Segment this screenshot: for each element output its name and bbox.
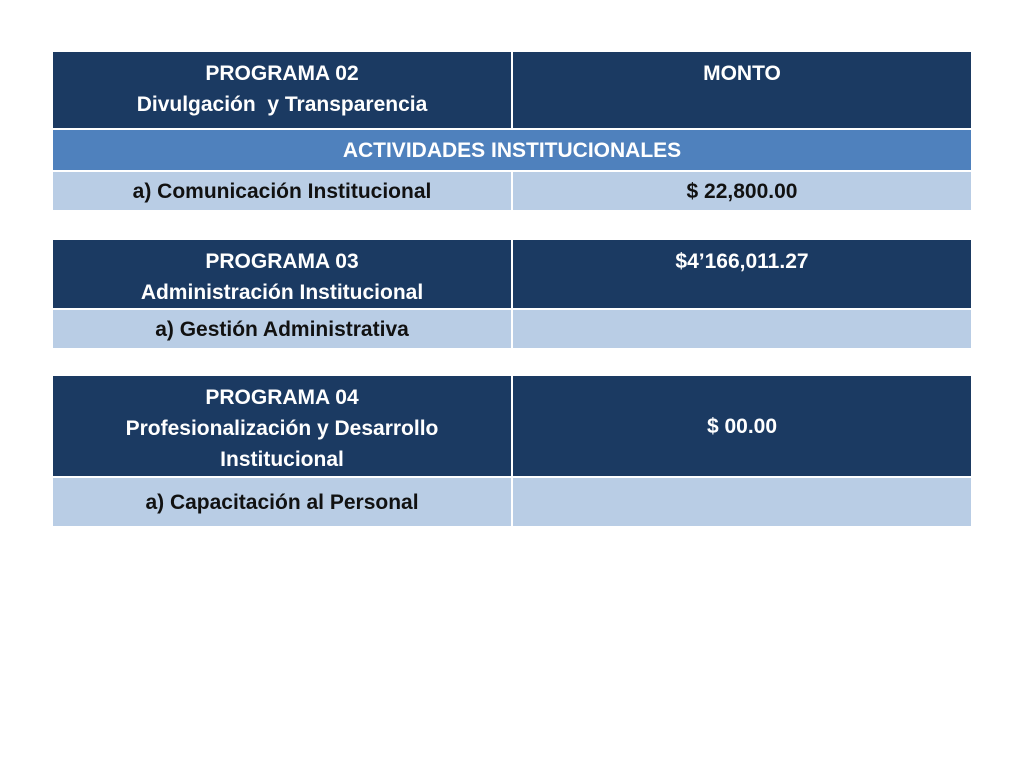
- programa-04-activity-row: [52, 477, 972, 527]
- monto-header-cell: [512, 51, 972, 129]
- programa-03-amount: $4’166,011.27: [675, 250, 809, 273]
- programa-02-header-row: [52, 51, 972, 129]
- programa-03-amount-cell: [512, 239, 972, 309]
- programa-02-activity-row: [52, 171, 972, 211]
- programa-02-title: PROGRAMA 02: [205, 62, 359, 85]
- programa-04-subtitle-line1: Profesionalización y Desarrollo: [125, 417, 439, 440]
- programa-02-table: [51, 50, 973, 212]
- programa-04-header-row: [52, 375, 972, 477]
- programa-04-title: PROGRAMA 04: [205, 386, 359, 409]
- programa-04-amount: $ 00.00: [706, 414, 778, 438]
- programa-02-subtitle: Divulgación y Transparencia: [136, 93, 428, 116]
- programa-03-activity-row: [52, 309, 972, 349]
- programa-02-amount: $ 22,800.00: [512, 171, 972, 211]
- programa-03-title: PROGRAMA 03: [205, 250, 359, 273]
- programa-03-title-cell: [52, 239, 512, 309]
- programa-03-activity: a) Gestión Administrativa: [52, 309, 512, 349]
- programa-04-table: [51, 374, 973, 528]
- programa-03-header-row: [52, 239, 972, 309]
- programa-02-activity: a) Comunicación Institucional: [52, 171, 512, 211]
- programa-04-title-cell: [52, 375, 512, 477]
- section-title: ACTIVIDADES INSTITUCIONALES: [52, 129, 972, 171]
- programa-03-subtitle: Administración Institucional: [140, 281, 424, 304]
- programa-04-subtitle-line2: Institucional: [220, 448, 344, 471]
- programa-02-title-cell: [52, 51, 512, 129]
- programa-04-activity-amount: [512, 477, 972, 527]
- monto-header: MONTO: [703, 62, 781, 85]
- programa-04-activity: a) Capacitación al Personal: [52, 477, 512, 527]
- section-row: [52, 129, 972, 171]
- programa-03-table: [51, 238, 973, 350]
- programa-03-activity-amount: [512, 309, 972, 349]
- programa-04-amount-cell: [512, 375, 972, 477]
